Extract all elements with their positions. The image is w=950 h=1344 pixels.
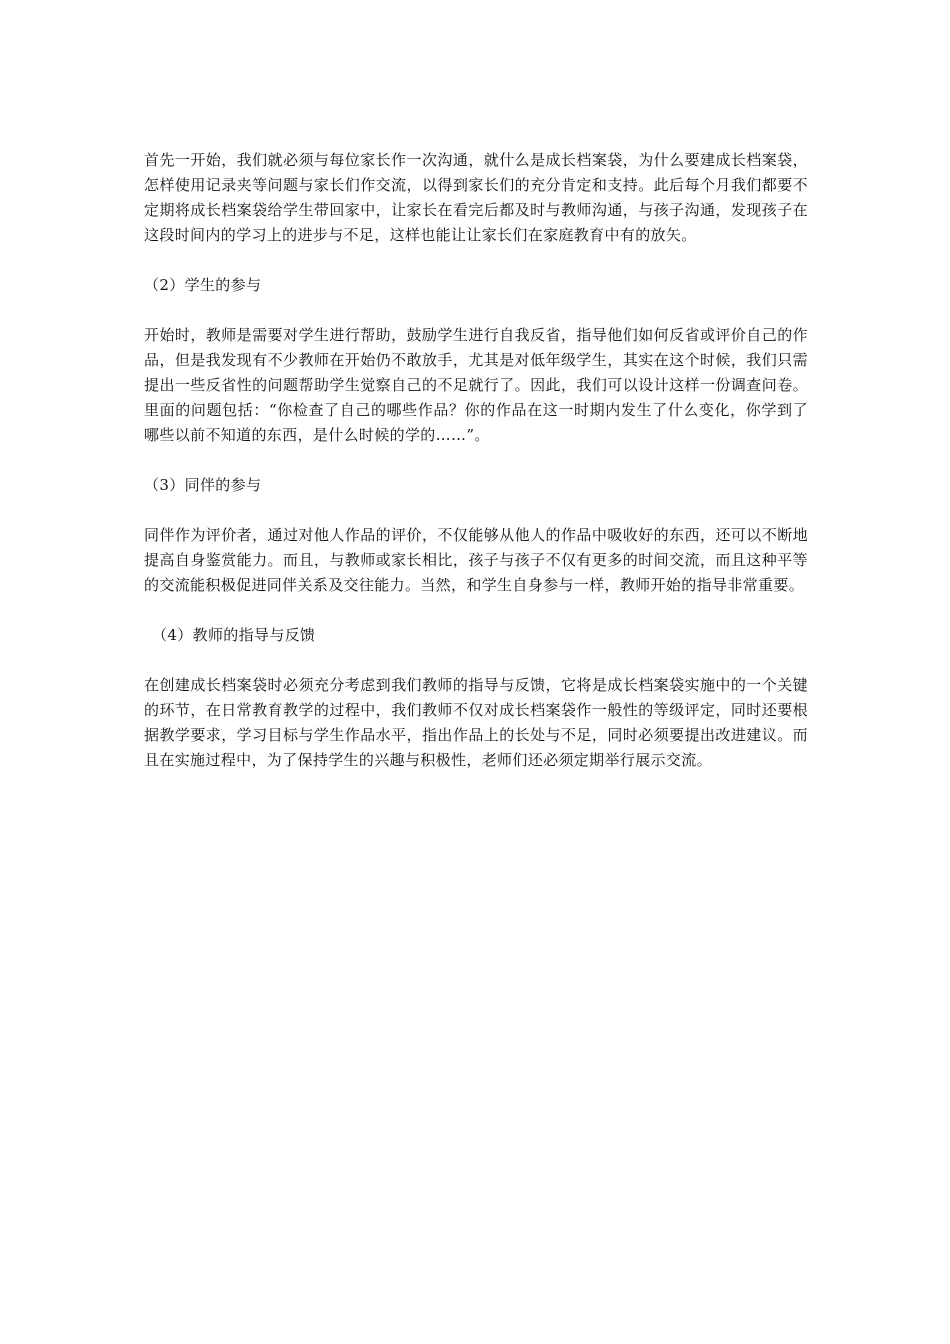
spacer	[144, 448, 808, 473]
spacer	[144, 648, 808, 673]
spacer	[144, 298, 808, 323]
paragraph-teacher-guidance: 在创建成长档案袋时必须充分考虑到我们教师的指导与反馈，它将是成长档案袋实施中的一个关键的环节，在日常教育教学的过程中，我们教师不仅对成长档案袋作一般性的等级评定，同时还要根据教学要求，学习目标与学生作品水平，指出作品上的长处与不足，同时必须要提出改进建议。而且在实施过程中，为了保持学生的兴趣与积极性，老师们还必须定期举行展示交流。	[144, 676, 808, 769]
spacer	[144, 248, 808, 273]
section-heading-peer-participation: （3）同伴的参与	[144, 476, 262, 494]
section-heading-teacher-guidance: （4）教师的指导与反馈	[152, 626, 316, 644]
document-body	[144, 148, 808, 773]
paragraph-student-participation: 开始时，教师是需要对学生进行帮助，鼓励学生进行自我反省，指导他们如何反省或评价自己的作品，但是我发现有不少教师在开始仍不敢放手，尤其是对低年级学生，其实在这个时候，我们只需提出一些反省性的问题帮助学生觉察自己的不足就行了。因此，我们可以设计这样一份调查问卷。里面的问题包括：“你检查了自己的哪些作品？你的作品在这一时期内发生了什么变化，你学到了哪些以前不知道的东西，是什么时候的学的……”。	[144, 326, 808, 444]
spacer	[144, 498, 808, 523]
paragraph-peer-participation: 同伴作为评价者，通过对他人作品的评价，不仅能够从他人的作品中吸收好的东西，还可以不断地提高自身鉴赏能力。而且，与教师或家长相比，孩子与孩子不仅有更多的时间交流，而且这种平等的交流能积极促进同伴关系及交往能力。当然，和学生自身参与一样，教师开始的指导非常重要。	[144, 526, 808, 594]
section-heading-student-participation: （2）学生的参与	[144, 276, 262, 294]
spacer	[144, 598, 808, 623]
paragraph-parent-communication: 首先一开始，我们就必须与每位家长作一次沟通，就什么是成长档案袋，为什么要建成长档案袋，怎样使用记录夹等问题与家长们作交流，以得到家长们的充分肯定和支持。此后每个月我们都要不定期将成长档案袋给学生带回家中，让家长在看完后都及时与教师沟通，与孩子沟通，发现孩子在这段时间内的学习上的进步与不足，这样也能让让家长们在家庭教育中有的放矢。	[144, 151, 808, 244]
